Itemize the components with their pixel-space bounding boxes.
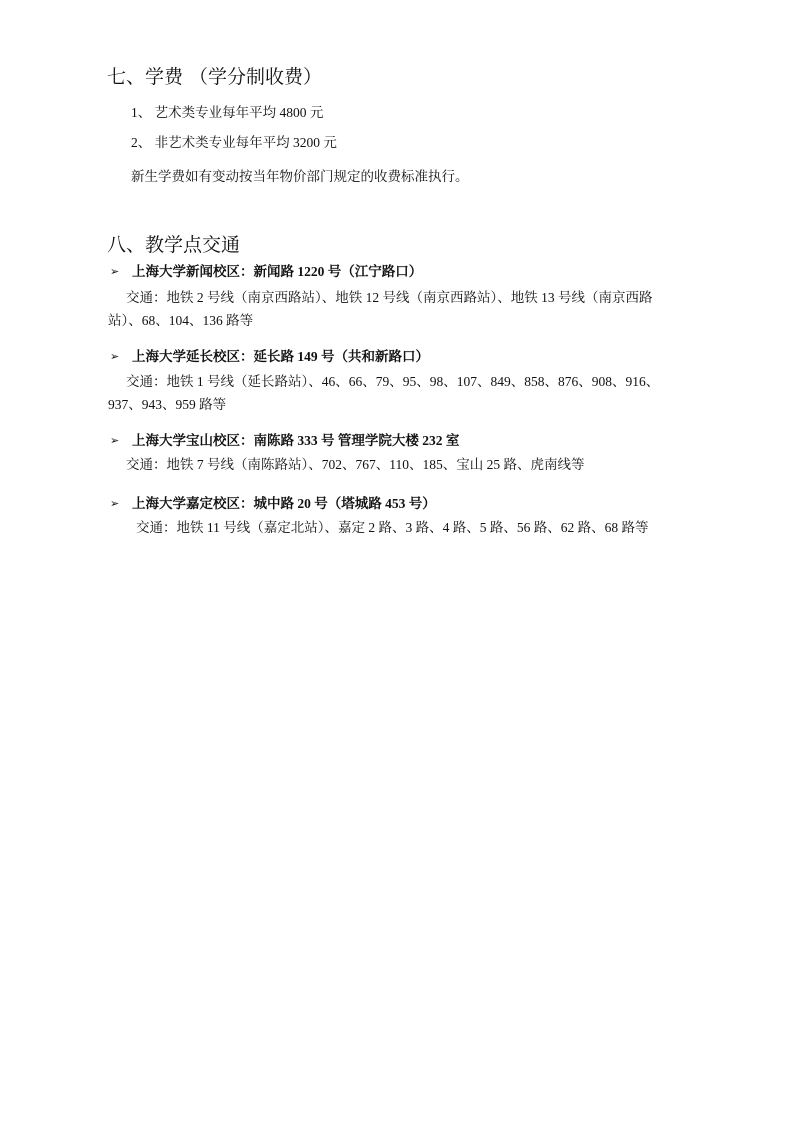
- campus-traffic: 交通：地铁 11 号线（嘉定北站）、嘉定 2 路、3 路、4 路、5 路、56 路、62 路、68 路等: [136, 520, 649, 535]
- campus-traffic: 交通：地铁 7 号线（南陈路站）、702、767、110、185、宝山 25 路、虎南线等: [126, 457, 585, 472]
- arrow-bullet-icon: ➢: [110, 497, 120, 510]
- campus-title: 上海大学延长校区：延长路 149 号（共和新路口）: [132, 349, 429, 364]
- tuition-note: 新生学费如有变动按当年物价部门规定的收费标准执行。: [131, 169, 469, 184]
- campus-title: 上海大学新闻校区：新闻路 1220 号（江宁路口）: [132, 264, 423, 279]
- section-7-heading: 七、学费 （学分制收费）: [107, 66, 323, 88]
- arrow-bullet-icon: ➢: [110, 350, 120, 363]
- arrow-bullet-icon: ➢: [110, 434, 120, 447]
- campus-traffic: 交通：地铁 2 号线（南京西路站）、地铁 12 号线（南京西路站）、地铁 13 号线（南京西路站）、68、104、136 路等: [108, 290, 653, 328]
- campus-title: 上海大学嘉定校区：城中路 20 号（塔城路 453 号）: [132, 496, 436, 511]
- section-8-heading: 八、教学点交通: [107, 234, 241, 256]
- campus-traffic: 交通：地铁 1 号线（延长路站）、46、66、79、95、98、107、849、858、876、908、916、937、943、959 路等: [108, 374, 660, 412]
- tuition-item-art: 1、 艺术类专业每年平均 4800 元: [131, 105, 324, 120]
- campus-title: 上海大学宝山校区：南陈路 333 号 管理学院大楼 232 室: [132, 433, 460, 448]
- arrow-bullet-icon: ➢: [110, 265, 120, 278]
- tuition-item-non-art: 2、 非艺术类专业每年平均 3200 元: [131, 135, 337, 150]
